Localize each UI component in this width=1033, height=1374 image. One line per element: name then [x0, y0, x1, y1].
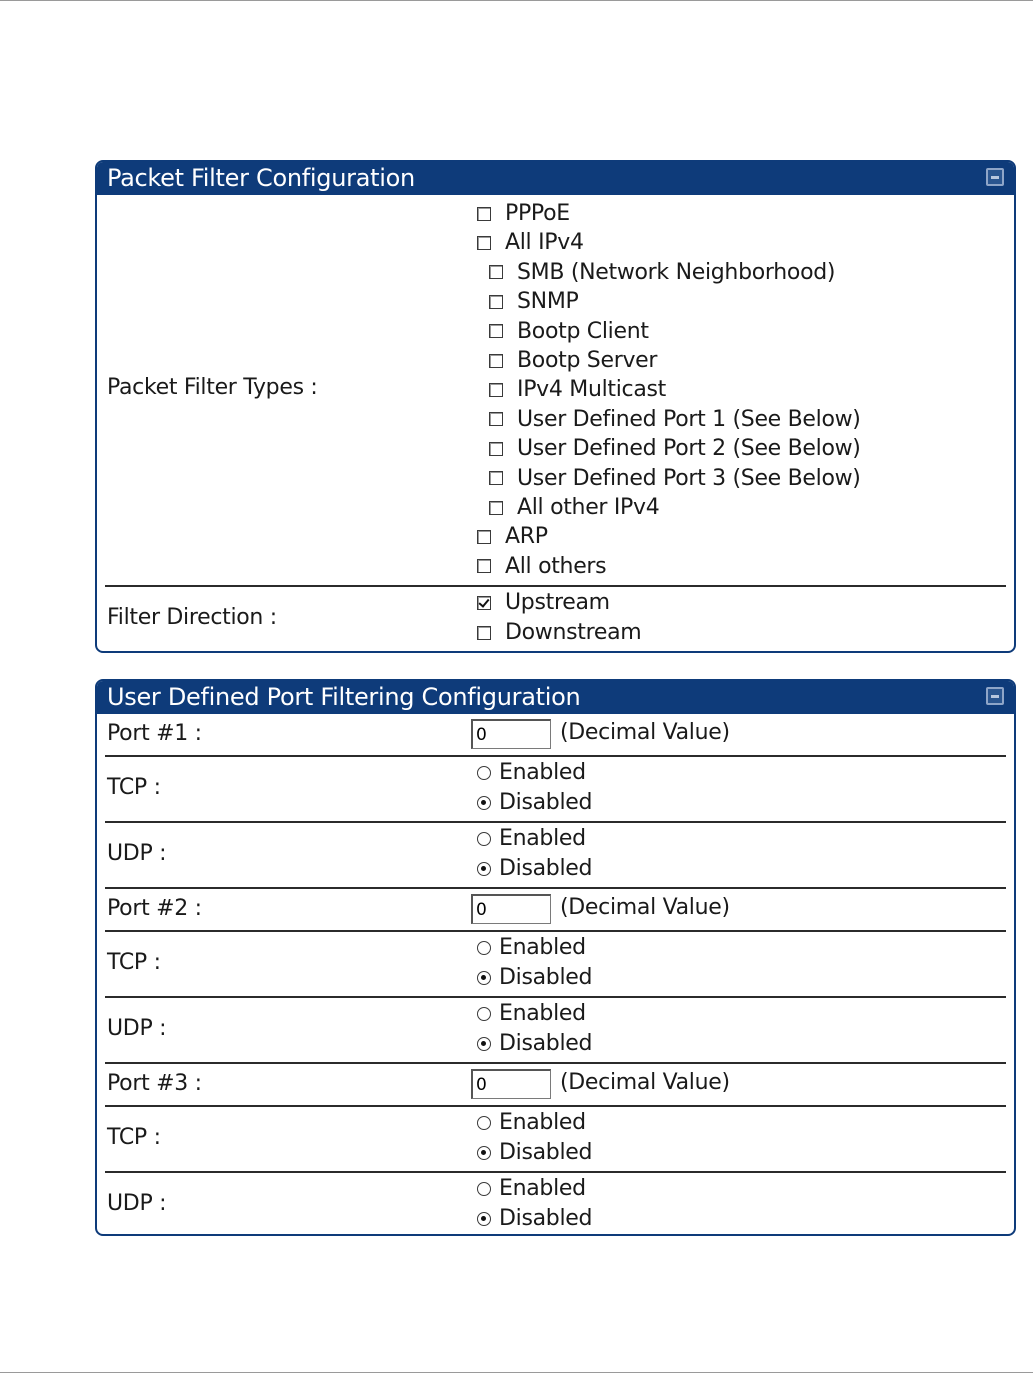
- filter-type-label: SMB (Network Neighborhood): [517, 259, 836, 285]
- filter-type-checkbox[interactable]: [489, 354, 503, 368]
- downstream-checkbox[interactable]: [477, 626, 491, 640]
- tcp-disabled-radio[interactable]: [477, 796, 491, 810]
- udp-disabled-option[interactable]: [477, 856, 592, 881]
- filter-type-option[interactable]: [477, 201, 570, 226]
- tcp-option-label: Enabled: [499, 1110, 586, 1135]
- udp-disabled-option[interactable]: [477, 1206, 592, 1231]
- tcp-option-label: Enabled: [499, 935, 586, 960]
- filter-types-label: Packet Filter Types :: [107, 375, 318, 400]
- udp-enabled-radio[interactable]: [477, 1007, 491, 1021]
- port-row: [105, 889, 1006, 932]
- udp-label: UDP :: [107, 841, 167, 866]
- filter-type-option[interactable]: [489, 377, 666, 402]
- udp-enabled-option[interactable]: [477, 826, 586, 851]
- tcp-disabled-radio[interactable]: [477, 1146, 491, 1160]
- tcp-disabled-option[interactable]: [477, 1140, 592, 1165]
- filter-type-label: Bootp Server: [517, 348, 658, 373]
- panel-header: [97, 681, 1014, 714]
- top-rule: [0, 0, 1033, 1]
- udp-row: [105, 1173, 1006, 1236]
- port-label: Port #3 :: [107, 1071, 202, 1096]
- tcp-option-label: Enabled: [499, 760, 586, 785]
- filter-type-label: IPv4 Multicast: [517, 377, 667, 403]
- udp-option-label: Enabled: [499, 1176, 586, 1201]
- direction-upstream[interactable]: [477, 590, 610, 615]
- tcp-disabled-radio[interactable]: [477, 971, 491, 985]
- filter-type-checkbox[interactable]: [489, 383, 503, 397]
- filter-type-option[interactable]: [489, 436, 861, 461]
- udp-enabled-option[interactable]: [477, 1001, 586, 1026]
- filter-type-checkbox[interactable]: [477, 236, 491, 250]
- collapse-icon[interactable]: [986, 168, 1004, 186]
- udp-disabled-radio[interactable]: [477, 862, 491, 876]
- filter-type-label: PPPoE: [505, 201, 570, 226]
- filter-type-checkbox[interactable]: [489, 324, 503, 338]
- filter-type-label: All others: [505, 553, 607, 579]
- filter-type-label: ARP: [505, 524, 548, 550]
- tcp-enabled-radio[interactable]: [477, 1116, 491, 1130]
- panel-title: User Defined Port Filtering Configuration: [107, 683, 581, 711]
- udp-row: [105, 998, 1006, 1064]
- decimal-value-hint: (Decimal Value): [560, 1070, 730, 1095]
- tcp-enabled-radio[interactable]: [477, 941, 491, 955]
- udp-option-label: Disabled: [499, 1031, 593, 1056]
- packet-filter-panel: [95, 160, 1016, 653]
- port-value-input[interactable]: [471, 1069, 551, 1099]
- upstream-checkbox[interactable]: [477, 596, 491, 610]
- filter-type-label: User Defined Port 3 (See Below): [517, 465, 861, 491]
- tcp-disabled-option[interactable]: [477, 965, 592, 990]
- filter-type-option[interactable]: [489, 495, 659, 520]
- udp-row: [105, 823, 1006, 889]
- udp-option-label: Enabled: [499, 1001, 586, 1026]
- filter-type-checkbox[interactable]: [477, 530, 491, 544]
- tcp-label: TCP :: [107, 950, 161, 975]
- filter-direction-row: [105, 587, 1006, 651]
- port-row: [105, 714, 1006, 757]
- udp-option-label: Enabled: [499, 826, 586, 851]
- filter-type-option[interactable]: [489, 348, 657, 373]
- port-value-input[interactable]: [471, 719, 551, 749]
- decimal-value-hint: (Decimal Value): [560, 895, 730, 920]
- tcp-option-label: Disabled: [499, 965, 593, 990]
- udp-disabled-option[interactable]: [477, 1031, 592, 1056]
- filter-type-checkbox[interactable]: [477, 207, 491, 221]
- filter-type-option[interactable]: [477, 230, 584, 255]
- filter-type-checkbox[interactable]: [489, 501, 503, 515]
- tcp-row: [105, 932, 1006, 998]
- collapse-icon[interactable]: [986, 687, 1004, 705]
- tcp-label: TCP :: [107, 1125, 161, 1150]
- tcp-enabled-option[interactable]: [477, 935, 586, 960]
- udp-enabled-radio[interactable]: [477, 832, 491, 846]
- udp-disabled-radio[interactable]: [477, 1037, 491, 1051]
- filter-type-option[interactable]: [489, 289, 578, 314]
- udp-enabled-option[interactable]: [477, 1176, 586, 1201]
- filter-type-option[interactable]: [489, 407, 861, 432]
- tcp-label: TCP :: [107, 775, 161, 800]
- tcp-enabled-option[interactable]: [477, 1110, 586, 1135]
- filter-type-checkbox[interactable]: [489, 265, 503, 279]
- filter-type-checkbox[interactable]: [489, 295, 503, 309]
- user-port-panel: [95, 679, 1016, 1236]
- tcp-row: [105, 757, 1006, 823]
- filter-type-checkbox[interactable]: [477, 559, 491, 573]
- filter-type-option[interactable]: [477, 554, 606, 579]
- port-label: Port #1 :: [107, 721, 202, 746]
- filter-type-option[interactable]: [477, 524, 548, 549]
- direction-downstream[interactable]: [477, 620, 641, 645]
- bottom-rule: [0, 1372, 1033, 1373]
- filter-type-option[interactable]: [489, 260, 835, 285]
- tcp-enabled-radio[interactable]: [477, 766, 491, 780]
- udp-option-label: Disabled: [499, 1206, 593, 1231]
- filter-type-label: Bootp Client: [517, 318, 649, 344]
- tcp-option-label: Disabled: [499, 1140, 593, 1165]
- filter-type-label: SNMP: [517, 289, 579, 315]
- filter-type-label: User Defined Port 1 (See Below): [517, 406, 861, 432]
- filter-type-label: All IPv4: [505, 230, 584, 256]
- port-value-input[interactable]: [471, 894, 551, 924]
- udp-disabled-radio[interactable]: [477, 1212, 491, 1226]
- port-row: [105, 1064, 1006, 1107]
- filter-type-label: All other IPv4: [517, 495, 660, 520]
- downstream-label: Downstream: [505, 620, 642, 645]
- filter-type-checkbox[interactable]: [489, 442, 503, 456]
- filter-types-row: [105, 195, 1006, 587]
- filter-type-option[interactable]: [489, 319, 649, 344]
- udp-label: UDP :: [107, 1191, 167, 1216]
- udp-option-label: Disabled: [499, 856, 593, 881]
- udp-enabled-radio[interactable]: [477, 1182, 491, 1196]
- filter-type-label: User Defined Port 2 (See Below): [517, 436, 861, 462]
- tcp-row: [105, 1107, 1006, 1173]
- udp-label: UDP :: [107, 1016, 167, 1041]
- filter-direction-label: Filter Direction :: [107, 605, 277, 630]
- port-label: Port #2 :: [107, 896, 202, 921]
- upstream-label: Upstream: [505, 590, 610, 615]
- decimal-value-hint: (Decimal Value): [560, 720, 730, 745]
- filter-type-option[interactable]: [489, 466, 861, 491]
- tcp-enabled-option[interactable]: [477, 760, 586, 785]
- filter-type-checkbox[interactable]: [489, 471, 503, 485]
- panel-header: [97, 162, 1014, 195]
- filter-type-checkbox[interactable]: [489, 412, 503, 426]
- panel-title: Packet Filter Configuration: [107, 164, 415, 192]
- tcp-option-label: Disabled: [499, 790, 593, 815]
- tcp-disabled-option[interactable]: [477, 790, 592, 815]
